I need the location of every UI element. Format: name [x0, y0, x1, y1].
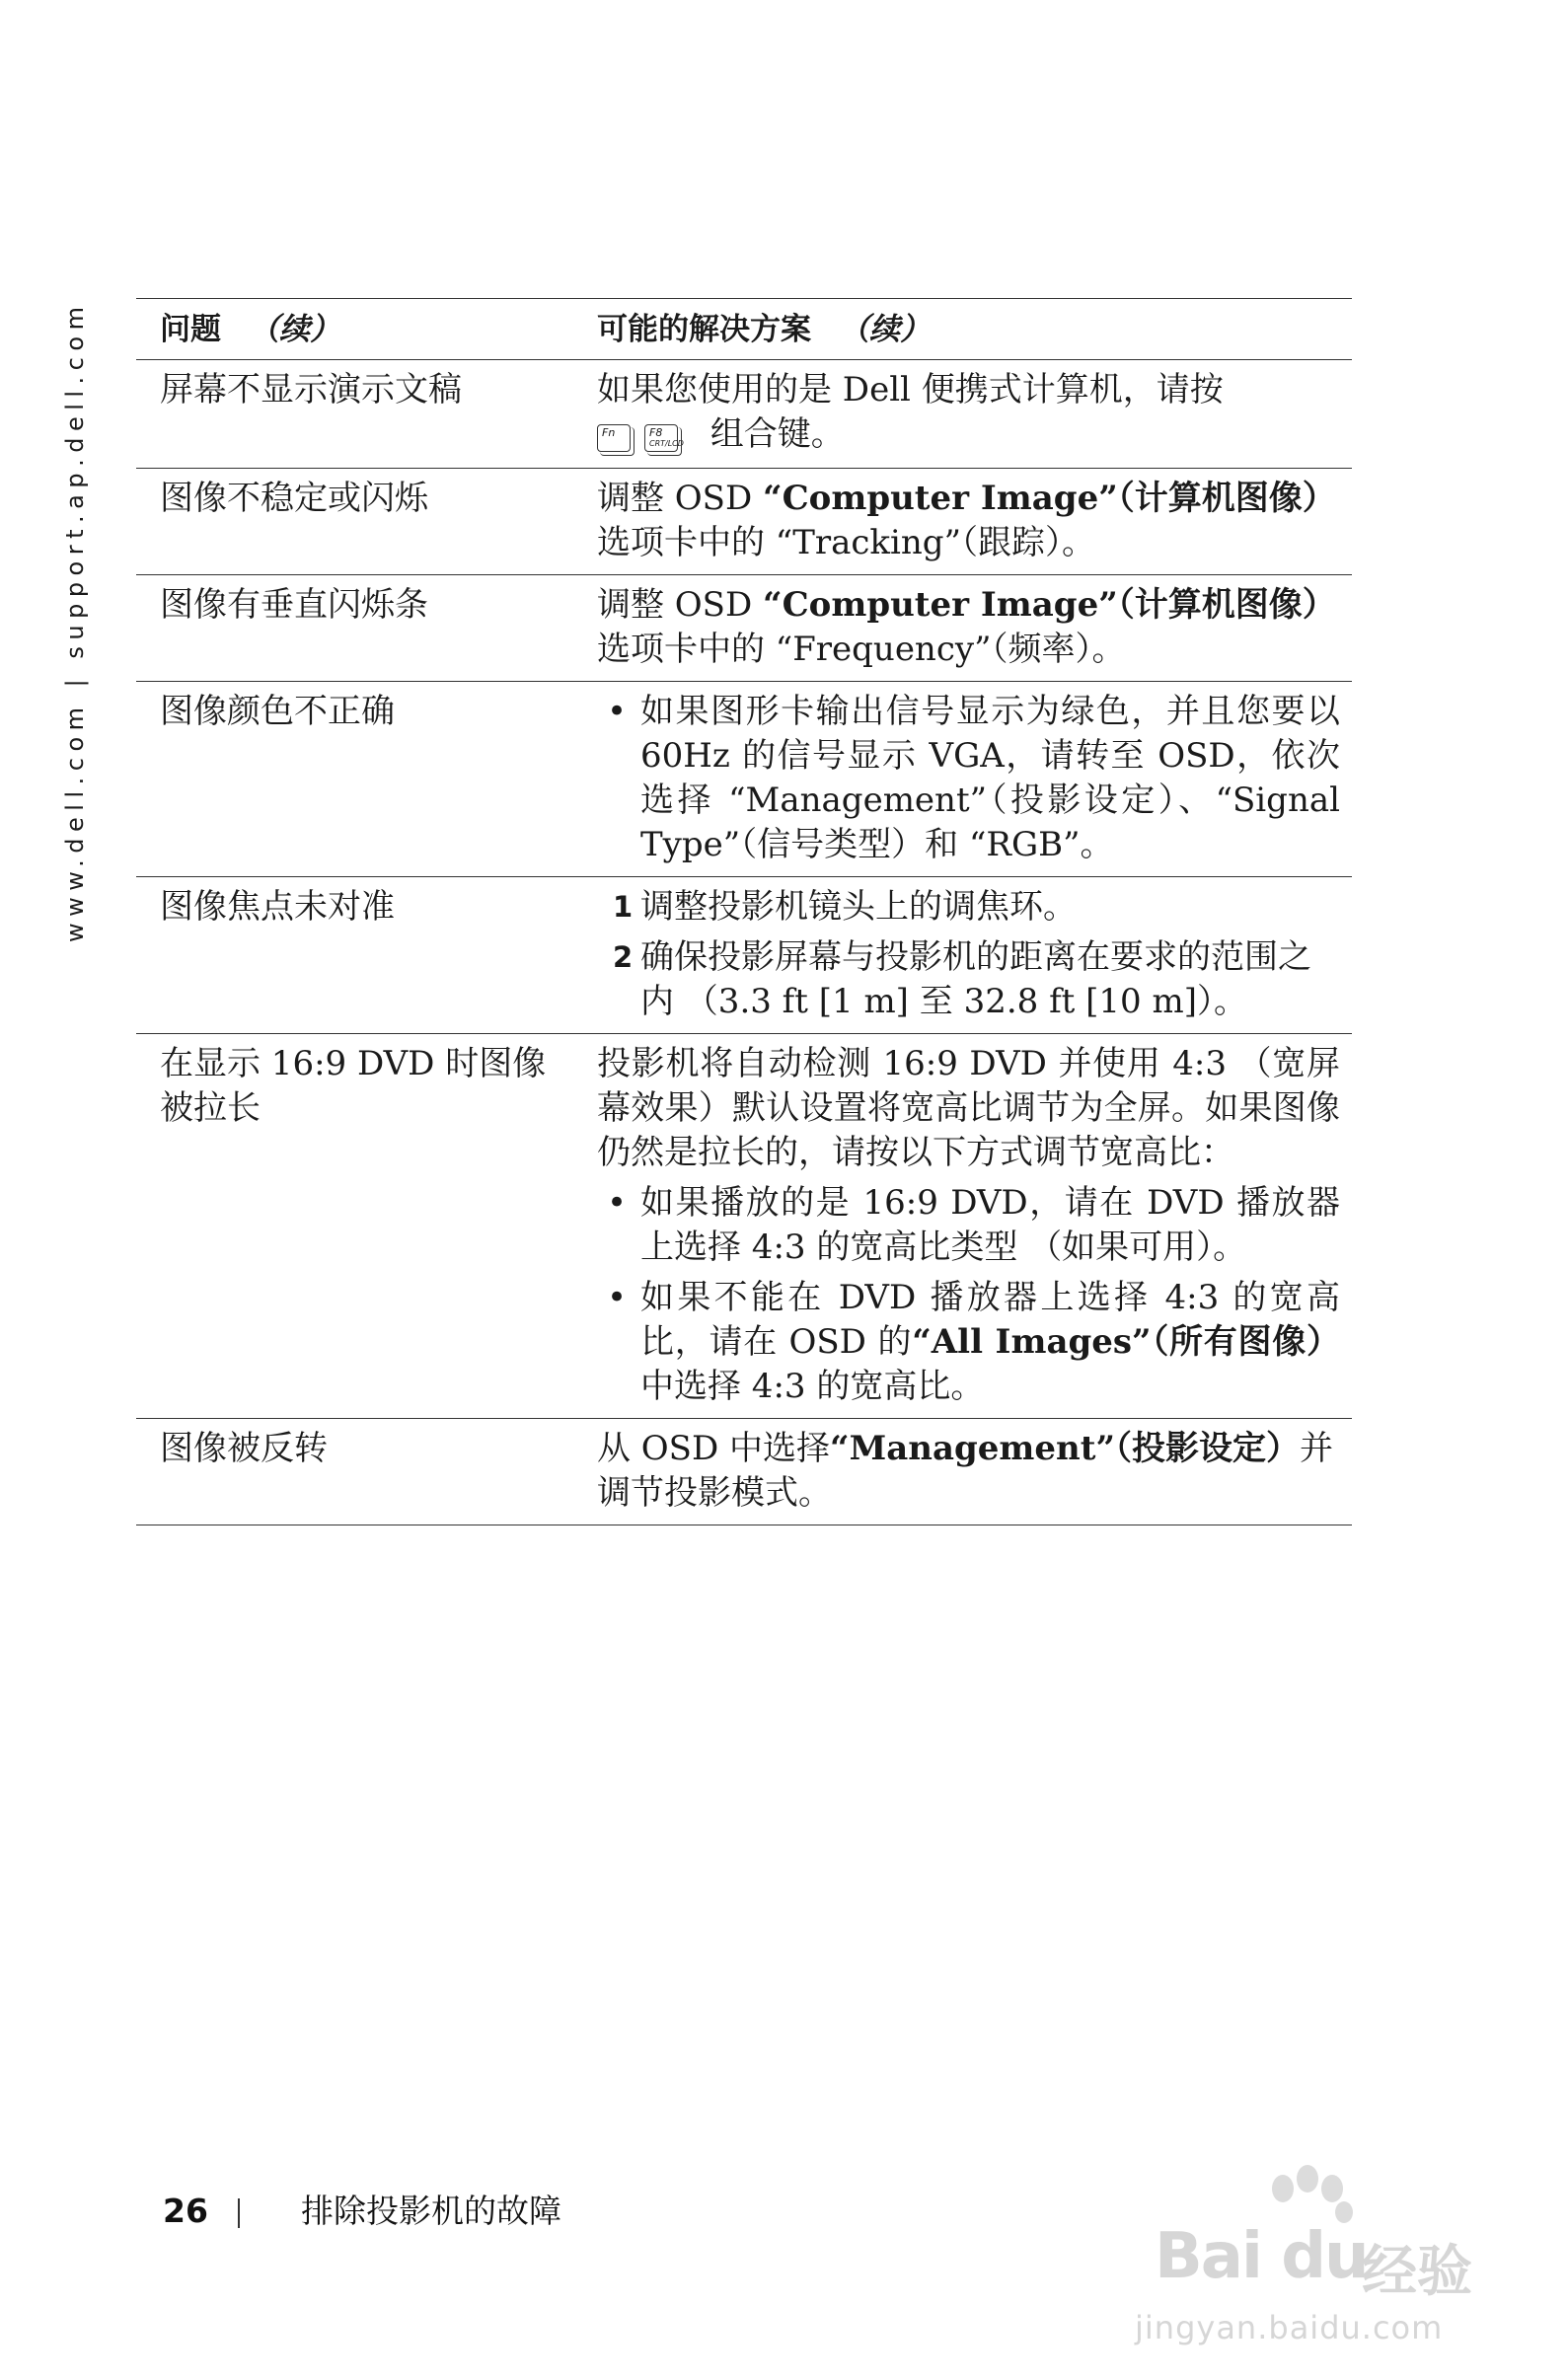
table-row [136, 468, 1352, 574]
bullet-item: • 如果图形卡输出信号显示为绿色，并且您要以 60Hz 的信号显示 VGA，请转至 OSD，依次选择 “Management”（投影设定）、“Signal Type”（信号类型）和 “RGB”。 [597, 690, 1340, 867]
key-combination [597, 414, 692, 459]
table-row [136, 876, 1352, 1033]
step-number: 2 [613, 939, 634, 974]
solution-cell [573, 1033, 1352, 1418]
fn-key-icon [597, 424, 631, 452]
numbered-list [597, 885, 1340, 1024]
solution-cell [573, 876, 1352, 1033]
solution-bold: “Computer Image”（计算机图像） [763, 478, 1336, 518]
table-row [136, 1418, 1352, 1525]
solution-bold: “Management”（投影设定） [830, 1428, 1301, 1468]
step-text: 调整投影机镜头上的调焦环。 [640, 886, 1077, 927]
solution-prefix: 调整 OSD [597, 478, 764, 518]
solution-cell [573, 1418, 1352, 1525]
bullet-prefix: 如果不能在 DVD 播放器上选择 4:3 的宽高比，请在 OSD 的 [640, 1277, 1340, 1362]
solution-cell [573, 360, 1352, 469]
numbered-item [597, 885, 1340, 930]
bullet-list [597, 1181, 1340, 1409]
table-row [136, 681, 1352, 876]
solution-intro: 投影机将自动检测 16:9 DVD 并使用 4:3 （宽屏幕效果）默认设置将宽高比调节为全屏。如果图像仍然是拉长的，请按以下方式调节宽高比： [597, 1043, 1340, 1172]
bullet-bold: “All Images”（所有图像） [912, 1321, 1341, 1362]
table-row [136, 1033, 1352, 1418]
watermark-url: jingyan.baidu.com [1135, 2309, 1444, 2346]
solution-suffix: 选项卡中的 “Frequency”（频率）。 [597, 629, 1126, 669]
solution-cell [573, 574, 1352, 681]
bullet-item [597, 1276, 1340, 1409]
solution-suffix: 选项卡中的 “Tracking”（跟踪）。 [597, 522, 1095, 562]
header-solution-cont: （续） [839, 312, 931, 347]
f8-key-sublabel: CRT/LCD [649, 438, 684, 448]
header-problem-label: 问题 [160, 312, 221, 347]
page-footer [163, 2186, 561, 2232]
problem-cell: 在显示 16:9 DVD 时图像被拉长 [136, 1033, 573, 1418]
solution-suffix: 并调节投影模式。 [597, 1428, 1334, 1513]
step-number: 1 [613, 889, 634, 924]
bullet-suffix: 中选择 4:3 的宽高比。 [640, 1366, 985, 1406]
problem-cell: 图像被反转 [136, 1418, 573, 1525]
header-solution [573, 299, 1352, 360]
baidu-watermark [1115, 2161, 1510, 2358]
bullet-list [597, 690, 1340, 867]
table-header-row [136, 299, 1352, 360]
step-text: 确保投影屏幕与投影机的距离在要求的范围之内 （3.3 ft [1 m] 至 32.8 ft [10 m]）。 [640, 936, 1311, 1021]
problem-cell: 图像颜色不正确 [136, 681, 573, 876]
problem-cell: 图像不稳定或闪烁 [136, 468, 573, 574]
f8-key-label: F8 [649, 425, 663, 439]
side-url-text: www.dell.com | support.ap.dell.com [61, 300, 89, 942]
solution-prefix: 从 OSD 中选择 [597, 1428, 831, 1468]
problem-cell: 屏幕不显示演示文稿 [136, 360, 573, 469]
problem-cell: 图像有垂直闪烁条 [136, 574, 573, 681]
watermark-brand: Bai du [1155, 2220, 1368, 2293]
solution-cell [573, 681, 1352, 876]
header-solution-label: 可能的解决方案 [597, 312, 811, 347]
f8-key-icon [644, 424, 684, 452]
solution-tail: 组合键。 [709, 414, 845, 454]
troubleshooting-table [136, 298, 1352, 1525]
header-problem [136, 299, 573, 360]
table-row [136, 574, 1352, 681]
watermark-brand-cn: 经验 [1362, 2240, 1472, 2304]
solution-prefix: 调整 OSD [597, 584, 764, 625]
solution-text: 如果您使用的是 Dell 便携式计算机，请按 [597, 370, 1224, 409]
page-number: 26 [163, 2192, 208, 2230]
table-row [136, 360, 1352, 469]
solution-cell [573, 468, 1352, 574]
chapter-title: 排除投影机的故障 [300, 2192, 561, 2230]
problem-cell: 图像焦点未对准 [136, 876, 573, 1033]
bullet-item: • 如果播放的是 16:9 DVD，请在 DVD 播放器上选择 4:3 的宽高比类型 （如果可用）。 [597, 1181, 1340, 1270]
header-problem-cont: （续） [249, 312, 340, 347]
solution-bold: “Computer Image”（计算机图像） [763, 584, 1336, 625]
footer-divider [238, 2198, 240, 2228]
fn-key-label: Fn [602, 425, 616, 439]
numbered-item [597, 935, 1340, 1024]
